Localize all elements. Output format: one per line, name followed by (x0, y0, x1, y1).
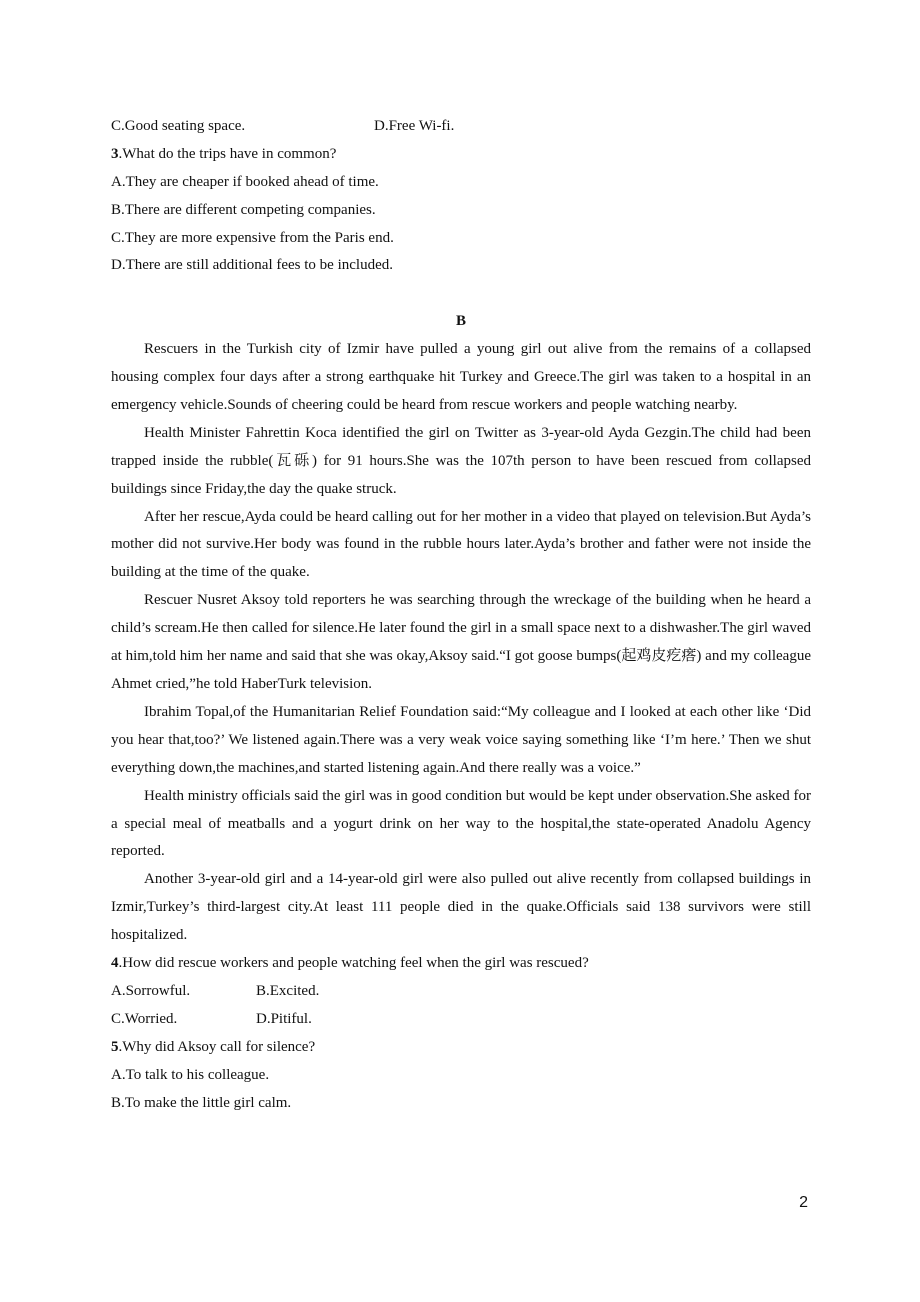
page-content (111, 113, 811, 1117)
question-3-option-d: D.There are still additional fees to be included. (111, 257, 393, 274)
option-b: B.Excited. (256, 982, 320, 999)
question-4 (111, 950, 811, 978)
question-stem: .What do the trips have in common? (118, 145, 337, 162)
question-3-option-a: A.They are cheaper if booked ahead of time. (111, 173, 379, 190)
question-5-option-a: A.To talk to his colleague. (111, 1066, 270, 1083)
question-5 (111, 1034, 811, 1062)
option-d: D.Pitiful. (256, 1010, 312, 1027)
option-c: C.Good seating space. (111, 118, 246, 134)
option-c: C.Worried. (111, 1010, 178, 1027)
question-4-options-row-2 (111, 1006, 811, 1034)
question-number: 5 (111, 1038, 119, 1055)
question-3-option-c: C.They are more expensive from the Paris end. (111, 229, 394, 246)
question-5-option-b: B.To make the little girl calm. (111, 1094, 292, 1111)
section-heading: B (455, 313, 466, 330)
question-4-options-row-1 (111, 978, 811, 1006)
question-3-option-b: B.There are different competing companies. (111, 201, 376, 218)
passage-paragraph-3: After her rescue,Ayda could be heard calling out for her mother in a video that played on television.But Ayda’s mother did not survive.Her body was found in the rubble hours later.Ayda’s brother and father were not inside the building at the time of the quake. (111, 508, 811, 581)
question-stem: .Why did Aksoy call for silence? (118, 1038, 316, 1055)
passage-paragraph-5: Ibrahim Topal,of the Humanitarian Relief Foundation said:“My colleague and I looked at each other like ‘Did you hear that,too?’ We listened again.There was a very weak voice saying something like ‘I’m here.’ Then we shut everything down,the machines,and started listening again.And there really was a voice.” (111, 703, 811, 776)
page-number: 2 (799, 1194, 808, 1211)
passage-paragraph-2: Health Minister Fahrettin Koca identified the girl on Twitter as 3-year-old Ayda Gezgin.The child had been trapped inside the rubble(瓦砾) for 91 hours.She was the 107th person to have been rescued from collapsed buildings since Friday,the day the quake struck. (111, 424, 811, 497)
option-a: A.Sorrowful. (111, 982, 191, 999)
question-2-options (111, 113, 811, 141)
passage-paragraph-7: Another 3-year-old girl and a 14-year-old girl were also pulled out alive recently from collapsed buildings in Izmir,Turkey’s third-largest city.At least 111 people died in the quake.Officials said 138 survivors were still hospitalized. (111, 871, 811, 944)
passage-paragraph-1: Rescuers in the Turkish city of Izmir have pulled a young girl out alive from the remains of a collapsed housing complex four days after a strong earthquake hit Turkey and Greece.The girl was taken to a hospital in an emergency vehicle.Sounds of cheering could be heard from rescue workers and people watching nearby. (111, 341, 811, 413)
option-d: D.Free Wi-fi. (374, 118, 455, 134)
question-stem: .How did rescue workers and people watching feel when the girl was rescued? (118, 955, 589, 972)
passage-paragraph-4: Rescuer Nusret Aksoy told reporters he was searching through the wreckage of the building when he heard a child’s scream.He then called for silence.He later found the girl in a small space next to a dishwasher.The girl waved at him,told him her name and said that she was okay,Aksoy said.“I got goose bumps(起鸡皮疙瘩) and my colleague Ahmet cried,”he told HaberTurk television. (111, 592, 811, 692)
passage-paragraph-6: Health ministry officials said the girl was in good condition but would be kept under observation.She asked for a special meal of meatballs and a yogurt drink on her way to the hospital,the state-operated Anadolu Agency reported. (111, 787, 811, 860)
question-number: 3 (111, 145, 119, 162)
question-number: 4 (111, 955, 119, 972)
question-3 (111, 141, 811, 169)
